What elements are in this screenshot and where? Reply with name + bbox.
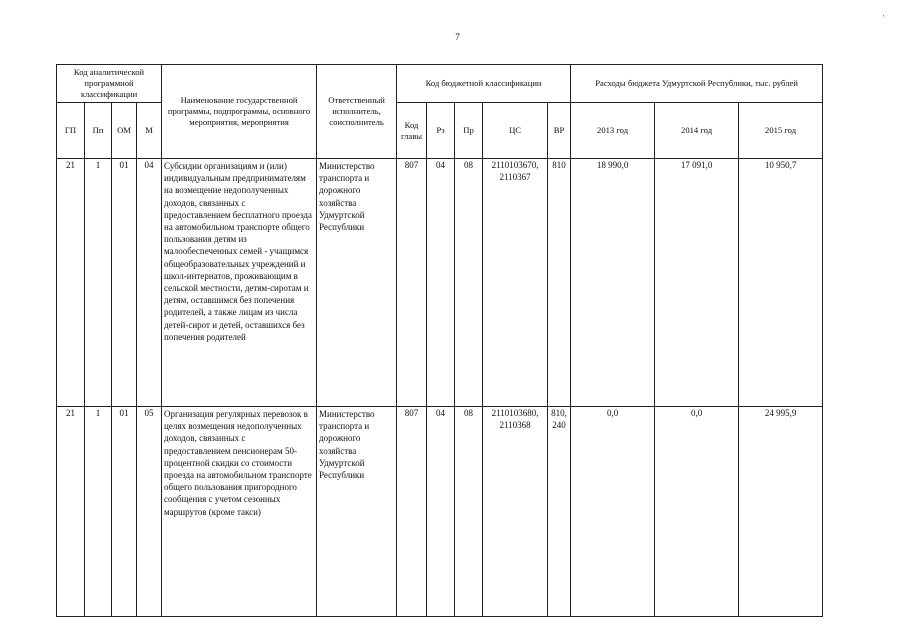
cell-2014: 0,0 (655, 407, 739, 617)
header-pp: Пп (85, 103, 112, 159)
cell-om: 01 (112, 407, 137, 617)
header-2013: 2013 год (571, 103, 655, 159)
cell-2014: 17 091,0 (655, 159, 739, 407)
cell-m: 04 (137, 159, 162, 407)
cell-executor: Министерство транспорта и дорожного хозяйства Удмуртской Республики (317, 407, 397, 617)
cell-name: Субсидии организациям и (или) индивидуальным предпринимателям на возмещение недополученных доходов, связанных с предоставлением бесплатного проезда на автомобильном транспорте общего пользования детям из малообеспеченных семей - учащимся общеобразовательных учреждений и школ-интернатов, проживающим в сельской местности, детям-сиротам и детям, оставшимся без попечения родителей, а также лицам из числа детей-сирот и детей, оставшихся без попечения родителей (162, 159, 317, 407)
header-expenses: Расходы бюджета Удмуртской Республики, тыс. рублей (571, 65, 823, 103)
cell-cs: 2110103670, 2110367 (483, 159, 548, 407)
cell-rz: 04 (427, 407, 455, 617)
cell-2013: 18 990,0 (571, 159, 655, 407)
header-2014: 2014 год (655, 103, 739, 159)
cell-vr: 810 (548, 159, 571, 407)
cell-gp: 21 (57, 407, 85, 617)
budget-table (56, 64, 823, 617)
header-row-1 (57, 65, 823, 103)
cell-pp: 1 (85, 159, 112, 407)
header-kod-glavy: Код главы (397, 103, 427, 159)
cell-kod-glavy: 807 (397, 407, 427, 617)
cell-pr: 08 (455, 159, 483, 407)
cell-gp: 21 (57, 159, 85, 407)
cell-2015: 24 995,9 (739, 407, 823, 617)
cell-2013: 0,0 (571, 407, 655, 617)
header-executor: Ответственный исполнитель, соисполнитель (317, 65, 397, 159)
cell-om: 01 (112, 159, 137, 407)
header-m: М (137, 103, 162, 159)
cell-pr: 08 (455, 407, 483, 617)
header-analytic-code: Код аналитической программной классификации (57, 65, 162, 103)
cell-executor: Министерство транспорта и дорожного хозяйства Удмуртской Республики (317, 159, 397, 407)
cell-name: Организация регулярных перевозок в целях возмещения недополученных доходов, связанных с предоставлением пенсионерам 50-процентной скидки со стоимости проезда на автомобильном транспорте общего пользования пригородного сообщения с учетом сезонных маршрутов (кроме такси) (162, 407, 317, 617)
header-om: ОМ (112, 103, 137, 159)
cell-2015: 10 950,7 (739, 159, 823, 407)
cell-pp: 1 (85, 407, 112, 617)
header-rz: Рз (427, 103, 455, 159)
header-name: Наименование государственной программы, подпрограммы, основного мероприятия, мероприятия (162, 65, 317, 159)
page-number: 7 (455, 32, 460, 42)
header-pr: Пр (455, 103, 483, 159)
header-budget-code: Код бюджетной классификации (397, 65, 571, 103)
cell-rz: 04 (427, 159, 455, 407)
header-gp: ГП (57, 103, 85, 159)
header-2015: 2015 год (739, 103, 823, 159)
cell-cs: 2110103680, 2110368 (483, 407, 548, 617)
corner-mark: ' (883, 14, 885, 22)
table-row (57, 159, 823, 407)
cell-vr: 810, 240 (548, 407, 571, 617)
header-cs: ЦС (483, 103, 548, 159)
table-row (57, 407, 823, 617)
cell-m: 05 (137, 407, 162, 617)
header-vr: ВР (548, 103, 571, 159)
cell-kod-glavy: 807 (397, 159, 427, 407)
